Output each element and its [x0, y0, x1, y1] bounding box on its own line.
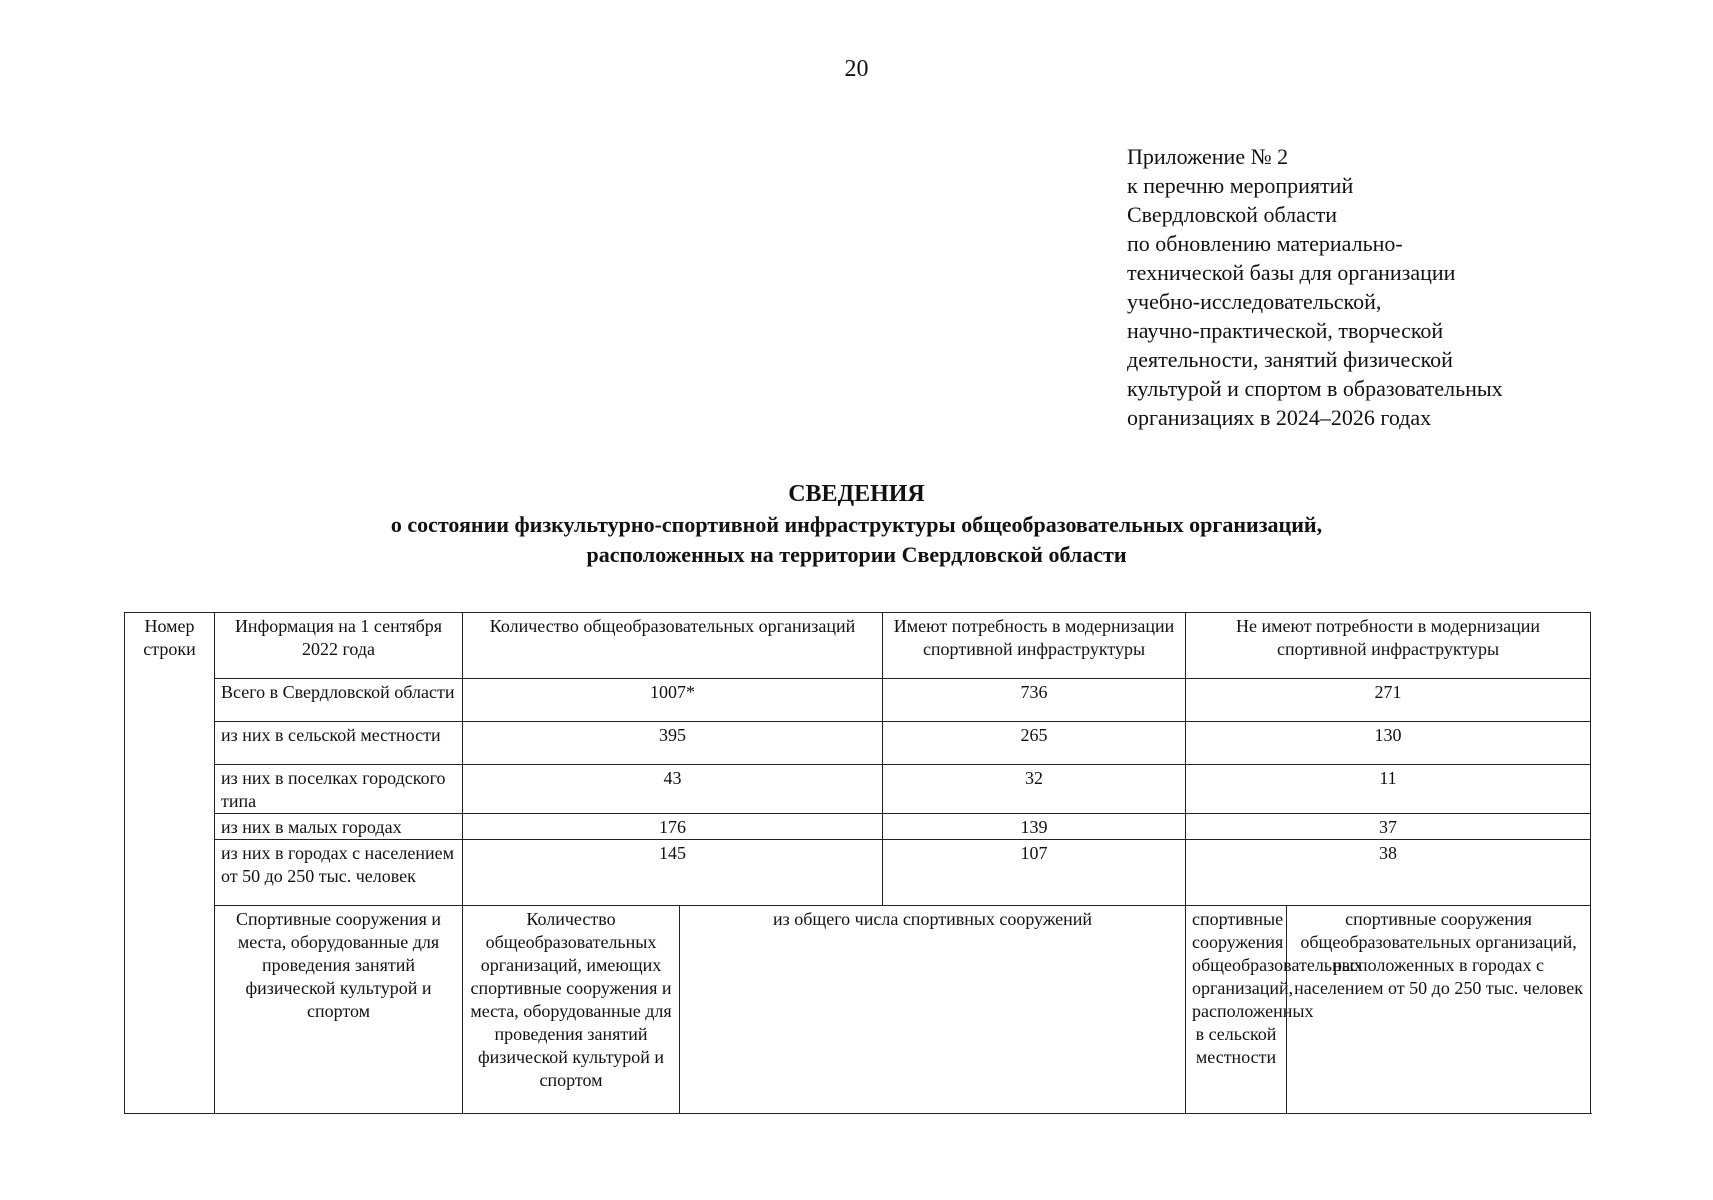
- page-number: 20: [844, 56, 869, 82]
- title-line-1: о состоянии физкультурно-спортивной инфраструктуры общеобразовательных организаций,: [390, 512, 1323, 537]
- row-need: 32: [883, 765, 1186, 814]
- row-no-need: 130: [1186, 722, 1591, 765]
- row-count: 395: [463, 722, 883, 765]
- sports-rural: спортивные сооружения общеобразовательных организаций, расположенных в сельской местности: [1186, 906, 1287, 1114]
- annex-line: научно-практической, творческой: [1127, 318, 1444, 343]
- table-row: [125, 679, 1591, 722]
- row-count: 43: [463, 765, 883, 814]
- row-no-need: 11: [1186, 765, 1591, 814]
- document-title: [0, 478, 1713, 570]
- sports-total: из общего числа спортивных сооружений: [680, 906, 1186, 1114]
- header-count: Количество общеобразовательных организаций: [463, 613, 883, 679]
- annex-line: к перечню мероприятий: [1127, 173, 1354, 198]
- row-count: 145: [463, 840, 883, 906]
- header-info: Информация на 1 сентября 2022 года: [215, 613, 463, 679]
- infrastructure-table: [124, 612, 1591, 1114]
- annex-line: Свердловской области: [1127, 202, 1337, 227]
- row-count: 176: [463, 814, 883, 840]
- table-header-row: [125, 613, 1591, 679]
- row-need: 139: [883, 814, 1186, 840]
- row-label: из них в городах с населением от 50 до 250 тыс. человек: [215, 840, 463, 906]
- annex-line: по обновлению материально-: [1127, 231, 1403, 256]
- title-line-2: расположенных на территории Свердловской области: [586, 542, 1127, 567]
- row-no-need: 37: [1186, 814, 1591, 840]
- row-need: 736: [883, 679, 1186, 722]
- table-row: [125, 765, 1591, 814]
- sports-label: Спортивные сооружения и места, оборудованные для проведения занятий физической культурой и спортом: [215, 906, 463, 1114]
- table-row-sports: [125, 906, 1591, 1114]
- annex-line: учебно-исследовательской,: [1127, 289, 1382, 314]
- annex-line: технической базы для организации: [1127, 260, 1456, 285]
- table-row: [125, 722, 1591, 765]
- table-row: [125, 814, 1591, 840]
- row-label: из них в малых городах: [215, 814, 463, 840]
- header-no-need: Не имеют потребности в модернизации спортивной инфраструктуры: [1186, 613, 1591, 679]
- annex-line: деятельности, занятий физической: [1127, 347, 1453, 372]
- sports-count: Количество общеобразовательных организаций, имеющих спортивные сооружения и места, оборудованные для проведения занятий физической культурой и спортом: [463, 906, 680, 1114]
- row-no-need: 271: [1186, 679, 1591, 722]
- row-need: 107: [883, 840, 1186, 906]
- row-label: из них в поселках городского типа: [215, 765, 463, 814]
- header-row-number: Номер строки: [125, 613, 215, 1114]
- table-row: [125, 840, 1591, 906]
- annex-note: [1127, 142, 1607, 432]
- sports-cities: спортивные сооружения общеобразовательных организаций, расположенных в городах с населением от 50 до 250 тыс. человек: [1287, 906, 1591, 1114]
- annex-line: Приложение № 2: [1127, 144, 1289, 169]
- row-need: 265: [883, 722, 1186, 765]
- annex-line: культурой и спортом в образовательных: [1127, 376, 1503, 401]
- row-label: Всего в Свердловской области: [215, 679, 463, 722]
- header-need: Имеют потребность в модернизации спортивной инфраструктуры: [883, 613, 1186, 679]
- row-label: из них в сельской местности: [215, 722, 463, 765]
- row-no-need: 38: [1186, 840, 1591, 906]
- annex-line: организациях в 2024–2026 годах: [1127, 405, 1432, 430]
- title-main: СВЕДЕНИЯ: [788, 481, 925, 507]
- row-count: 1007*: [463, 679, 883, 722]
